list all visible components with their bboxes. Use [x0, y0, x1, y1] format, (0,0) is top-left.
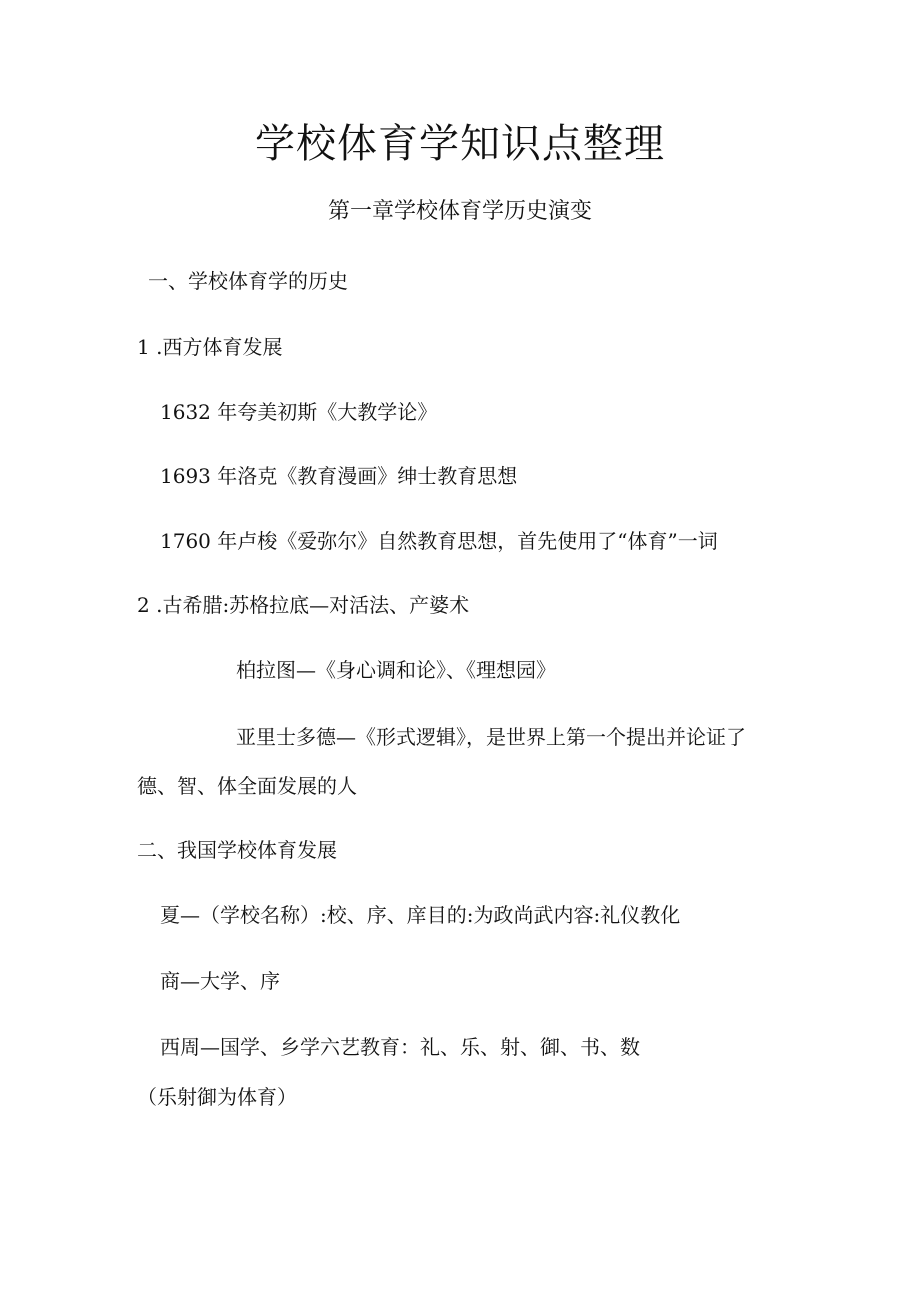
document-title: 学校体育学知识点整理: [255, 121, 665, 167]
entry-plato: 柏拉图—《身心调和论》、《理想园》: [236, 658, 556, 682]
entry-rousseau: 1760 年卢梭《爱弥尔》自然教育思想，首先使用了“体育”一词: [160, 529, 718, 553]
entry-aristotle-continued: 德、智、体全面发展的人: [137, 774, 357, 798]
entry-locke: 1693 年洛克《教育漫画》绅士教育思想: [160, 464, 518, 488]
subsection-heading-greece: 2 .古希腊:苏格拉底—对活法、产婆术: [137, 593, 470, 617]
entry-comenius: 1632 年夸美初斯《大教学论》: [160, 400, 438, 424]
chapter-heading: 第一章学校体育学历史演变: [327, 199, 592, 224]
entry-aristotle: 亚里士多德—《形式逻辑》，是世界上第一个提出并论证了: [236, 725, 746, 749]
entry-western-zhou-note: （乐射御为体育）: [137, 1085, 297, 1109]
entry-xia: 夏—（学校名称）:校、序、庠目的:为政尚武内容:礼仪教化: [160, 903, 681, 927]
entry-shang: 商—大学、序: [160, 969, 280, 993]
entry-western-zhou: 西周—国学、乡学六艺教育：礼、乐、射、御、书、数: [160, 1035, 640, 1059]
section-heading-china: 二、我国学校体育发展: [137, 838, 337, 862]
section-heading-history: 一、学校体育学的历史: [148, 269, 348, 293]
subsection-heading-western: 1 .西方体育发展: [137, 335, 283, 359]
